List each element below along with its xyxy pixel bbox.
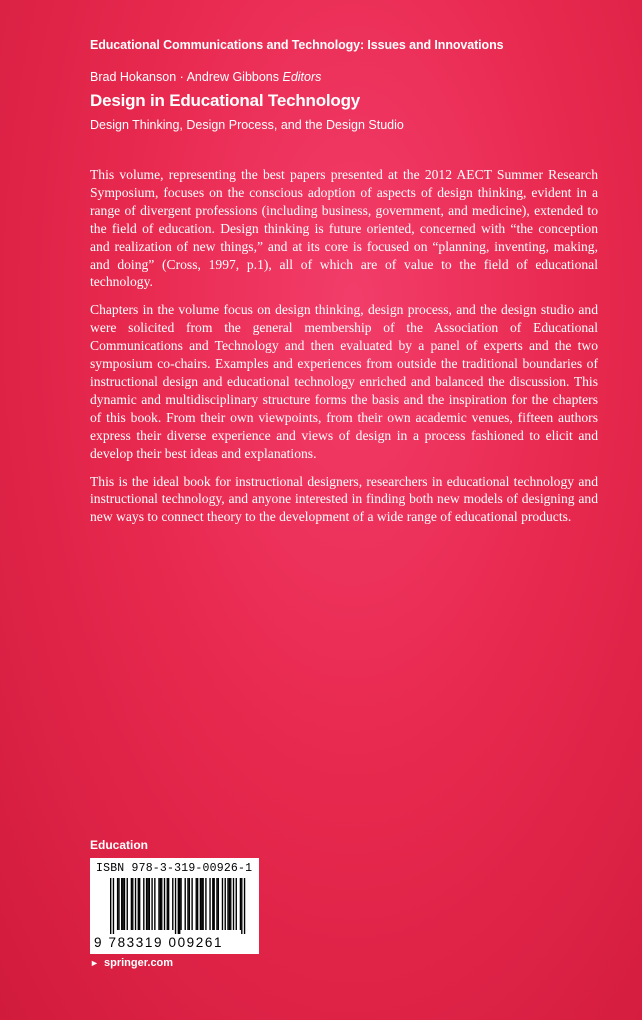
barcode-bar (196, 878, 197, 930)
barcode-bar (138, 878, 139, 930)
series-title: Educational Communications and Technology: Issues and Innovations (90, 38, 504, 52)
blurb-paragraph-3: This is the ideal book for instructional designers, researchers in educational technology and instructional technology, and anyone interested in finding both new models of designing and new ways to connect theory to the development of a wide range of educational products. (90, 473, 598, 525)
barcode-bar (218, 878, 219, 930)
back-cover-blurb (90, 166, 598, 536)
editor-names: Brad Hokanson · Andrew Gibbons (90, 70, 279, 84)
barcode-bar (241, 878, 242, 934)
barcode-bar (178, 878, 179, 934)
editors-role: Editors (282, 70, 322, 84)
barcode-bar (189, 878, 190, 930)
barcode-bar (131, 878, 132, 930)
barcode-bar (216, 878, 217, 930)
barcode-bar (180, 878, 181, 930)
barcode-bar (244, 878, 245, 934)
barcode-bar (229, 878, 230, 930)
barcode-bar (160, 878, 161, 930)
barcode-bar (147, 878, 148, 930)
barcode-bar (164, 878, 165, 930)
barcode-bar (168, 878, 169, 930)
ean-digits: 9 783319 009261 (94, 935, 224, 950)
barcode-bar (161, 878, 162, 930)
barcode-bar (191, 878, 192, 930)
barcode-bar (127, 878, 128, 930)
barcode-bar (222, 878, 223, 930)
blurb-paragraph-2: Chapters in the volume focus on design thinking, design process, and the design studio and were solicited from the general membership of the Association of Educational Communications and Technology and then evaluated by a panel of experts and the two symposium co-chairs. Examples and experiences from outside the traditional boundaries of instructional design and educational technology enriched and balanced the discussion. This dynamic and multidisciplinary structure forms the basis and the inspiration for the chapters of this book. From their own viewpoints, from their own academic venues, fifteen authors express their diverse experience and views of design in a process fashioned to elicit and develop their best ideas and explanations. (90, 302, 598, 461)
barcode-bar (135, 878, 136, 930)
triangle-arrow-icon: ► (90, 958, 99, 968)
barcode-bar (113, 878, 114, 934)
barcode-bar (240, 878, 241, 930)
barcode-bar (117, 878, 118, 930)
barcode-bar (124, 878, 125, 930)
barcode-bar (185, 878, 186, 930)
barcode-bar (212, 878, 213, 930)
blurb-paragraph-1: This volume, representing the best papers presented at the 2012 AECT Summer Research Symposium, focuses on the conscious adoption of aspects of design thinking, evident in a range of divergent professions (including business, government, and medicine), extended to the field of education. Design thinking is future oriented, concerned with “the conception and realization of new things,” and at its core is focused on “planning, inventing, making, and doing” (Cross, 1997, p.1), all of which are of value to the field of educational technology. (90, 167, 598, 290)
barcode-bar (202, 878, 203, 930)
barcode-bar (139, 878, 140, 930)
barcode-bars (110, 878, 250, 934)
barcode-bar (201, 878, 202, 930)
barcode-bar (187, 878, 188, 930)
barcode-bar (121, 878, 122, 930)
barcode-bar (132, 878, 133, 930)
barcode-bar (122, 878, 123, 930)
category-label: Education (90, 838, 149, 852)
isbn-barcode (90, 858, 259, 954)
barcode-bar (200, 878, 201, 930)
barcode-bar (227, 878, 228, 930)
barcode-bar (236, 878, 237, 930)
barcode-bar (179, 878, 180, 934)
barcode-bar (197, 878, 198, 930)
barcode-bar (214, 878, 215, 930)
barcode-bar (151, 878, 152, 930)
publisher-url[interactable]: springer.com (103, 957, 174, 969)
book-subtitle: Design Thinking, Design Process, and the Design Studio (90, 118, 404, 132)
barcode-bar (158, 878, 159, 930)
barcode-bar (146, 878, 147, 930)
barcode-bar (233, 878, 234, 930)
barcode-bar (143, 878, 144, 930)
barcode-bar (118, 878, 119, 930)
barcode-bar (172, 878, 173, 930)
barcode-bar (175, 878, 176, 934)
barcode-bar (154, 878, 155, 930)
publisher-link[interactable] (90, 957, 173, 969)
isbn-label: ISBN 978-3-319-00926-1 (96, 862, 253, 875)
barcode-bar (149, 878, 150, 930)
barcode-bar (230, 878, 231, 930)
barcode-bar (225, 878, 226, 930)
barcode-bar (209, 878, 210, 930)
book-title: Design in Educational Technology (90, 91, 361, 110)
barcode-bar (110, 878, 111, 934)
barcode-bar (167, 878, 168, 930)
barcode-bar (205, 878, 206, 930)
editors-line (90, 70, 321, 84)
